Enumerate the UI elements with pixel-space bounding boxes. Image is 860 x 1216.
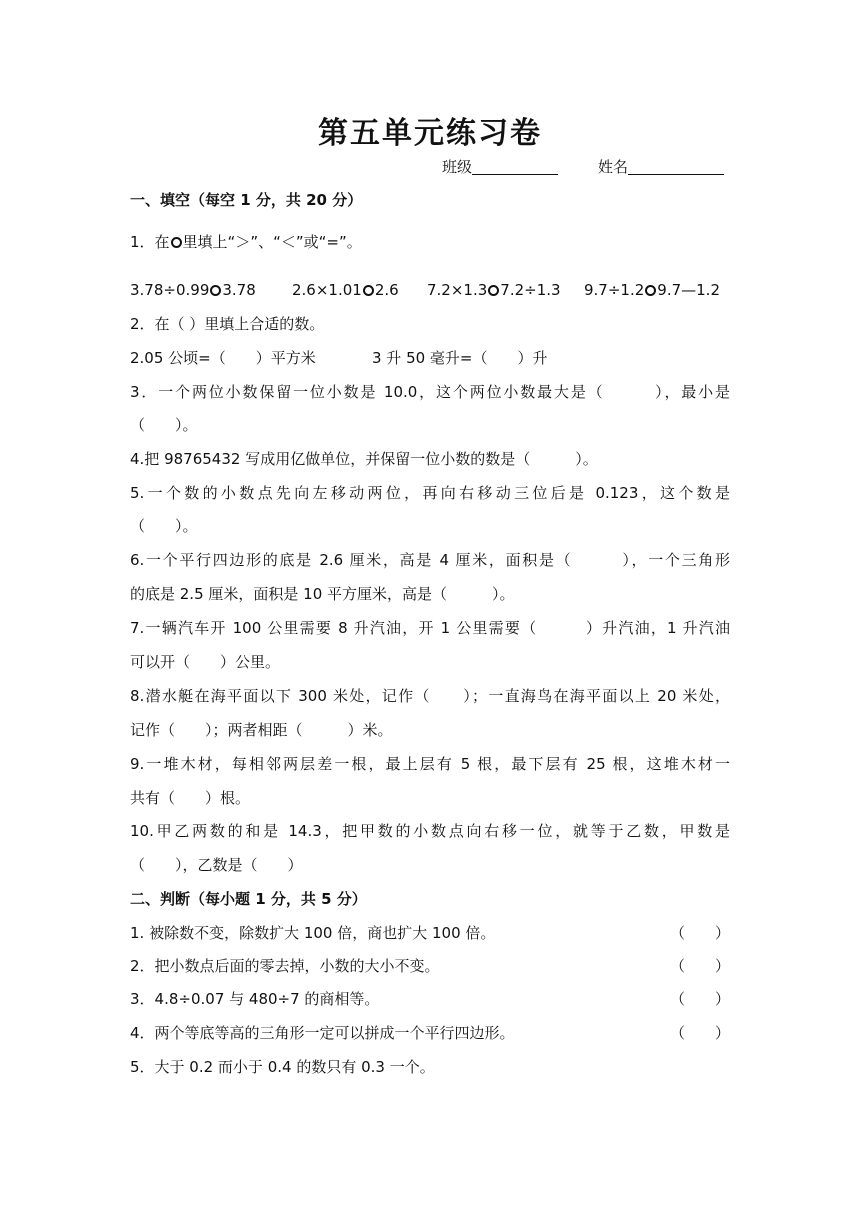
comparison-right: 2.6 [374,281,399,299]
comparison-item [292,278,399,302]
judgement-text: 3．4.8÷0.07 与 480÷7 的商相等。 [130,990,380,1008]
comparison-right: 7.2÷1.3 [500,281,561,299]
circle-icon [488,285,499,296]
question-5-line-2: （ ）。 [130,517,198,535]
question-4: 4.把 98765432 写成用亿做单位，并保留一位小数的数是（ ）。 [130,450,598,468]
question-7-line-1: 7.一辆汽车开 100 公里需要 8 升汽油，开 1 公里需要（ ）升汽油，1 升汽油 [130,619,730,637]
circle-icon [210,285,221,296]
paren-right: ） [714,924,730,942]
question-6-line-2: 的底是 2.5 厘米，面积是 10 平方厘米，高是（ ）。 [130,585,515,603]
name-field [598,156,724,177]
question-8-line-2: 记作（ ）；两者相距（ ）米。 [130,721,393,739]
paren-right: ） [714,990,730,1008]
comparison-item [427,278,561,302]
comparison-item [130,278,256,302]
paren-right: ） [714,1024,730,1042]
judgement-item [130,1055,730,1079]
comparison-left: 7.2×1.3 [427,281,488,299]
q2-item-b: 3 升 50 毫升=（ ）升 [372,349,548,367]
section-2-heading: 二、判断（每小题 1 分，共 5 分） [130,890,367,908]
question-3-line-1: 3．一个两位小数保留一位小数是 10.0，这个两位小数最大是（ ），最小是 [130,383,730,401]
q2-item-a: 2.05 公顷=（ ）平方米 [130,349,316,367]
question-7-line-2: 可以开（ ）公里。 [130,653,281,671]
judgement-item [130,954,730,978]
name-label: 姓名 [598,158,629,176]
judgement-text: 4．两个等底等高的三角形一定可以拼成一个平行四边形。 [130,1024,515,1042]
question-10-line-2: （ ），乙数是（ ） [130,856,303,874]
question-6-line-1: 6.一个平行四边形的底是 2.6 厘米，高是 4 厘米，面积是（ ），一个三角形 [130,551,730,569]
question-2: 2．在（ ）里填上合适的数。 [130,315,325,333]
circle-icon [645,285,656,296]
q1-suffix: 里填上“＞”、“＜”或“=”。 [182,233,362,251]
comparison-item [584,278,720,302]
q1-prefix: 1．在 [130,233,170,251]
question-1 [130,230,730,254]
comparison-right: 9.7—1.2 [657,281,720,299]
question-10-line-1: 10.甲乙两数的和是 14.3，把甲数的小数点向右移一位，就等于乙数，甲数是 [130,822,730,840]
comparison-right: 3.78 [222,281,256,299]
student-info-line [130,156,730,180]
paren-right: ） [714,957,730,975]
paren-left: （ [670,990,686,1008]
class-blank [472,158,558,175]
judgement-text: 2．把小数点后面的零去掉，小数的大小不变。 [130,957,440,975]
judgement-item [130,987,730,1011]
comparison-left: 9.7÷1.2 [584,281,645,299]
q1-comparisons [130,278,730,302]
paren-left: （ [670,924,686,942]
comparison-left: 3.78÷0.99 [130,281,210,299]
judgement-text: 1. 被除数不变，除数扩大 100 倍，商也扩大 100 倍。 [130,924,496,942]
class-field [442,156,558,177]
paren-left: （ [670,957,686,975]
question-9-line-1: 9.一堆木材，每相邻两层差一根，最上层有 5 根，最下层有 25 根，这堆木材一 [130,755,730,773]
circle-icon [171,237,182,248]
section-1-heading: 一、填空（每空 1 分，共 20 分） [130,191,363,209]
judgement-item [130,1021,730,1045]
circle-icon [363,285,374,296]
question-3-line-2: （ ）。 [130,416,198,434]
class-label: 班级 [442,158,473,176]
question-9-line-2: 共有（ ）根。 [130,789,251,807]
judgement-text: 5．大于 0.2 而小于 0.4 的数只有 0.3 一个。 [130,1058,435,1076]
judgement-item [130,921,730,945]
question-8-line-1: 8.潜水艇在海平面以下 300 米处，记作（ ）；一直海鸟在海平面以上 20 米处， [130,687,730,705]
name-blank [628,158,724,175]
question-5-line-1: 5.一个数的小数点先向左移动两位，再向右移动三位后是 0.123，这个数是 [130,484,730,502]
page-title: 第五单元练习卷 [318,116,542,151]
question-2-items [130,346,730,370]
comparison-left: 2.6×1.01 [292,281,362,299]
paren-left: （ [670,1024,686,1042]
